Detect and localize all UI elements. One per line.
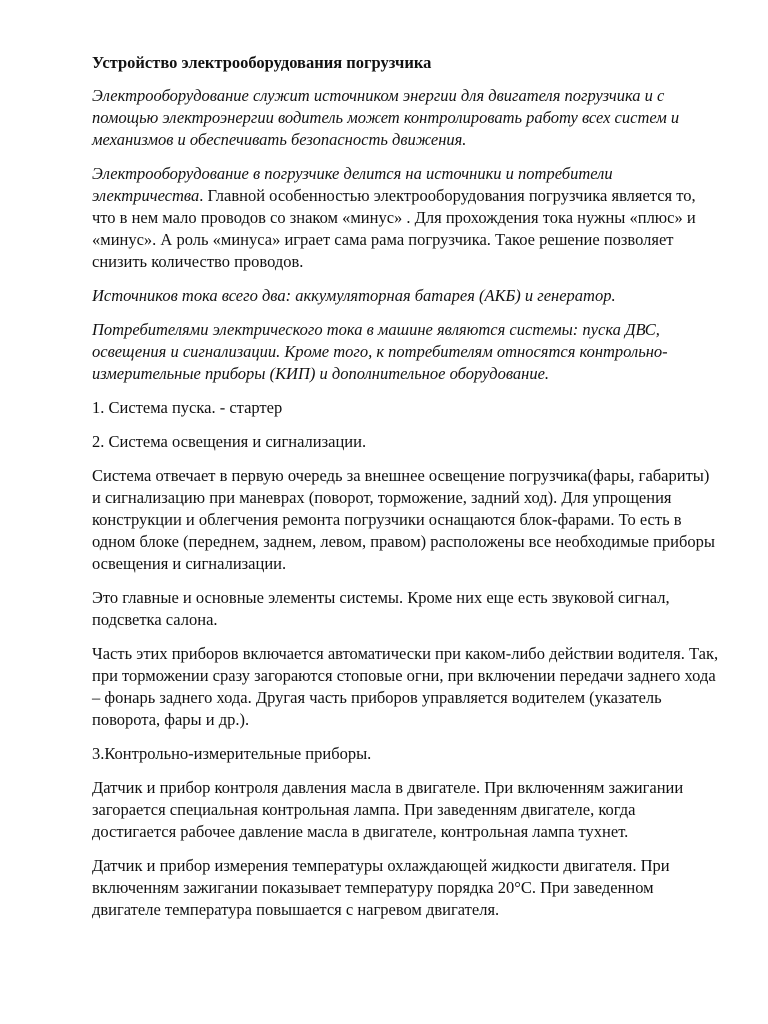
paragraph-sources-consumers-rest: . Главной особенностью электрооборудования погрузчика является то, что в нем мало проводов со знаком «минус» . Для прохождения тока нужны «плюс» и «минус». А роль «минуса» играет сама рама погрузчика. Такое решение позволяет снизить количество проводов. <box>92 186 696 271</box>
paragraph-automatic-devices: Часть этих приборов включается автоматически при каком-либо действии водителя. Так, при торможении сразу загораются стоповые огни, при включении передачи заднего хода – фонарь заднего хода. Другая часть приборов управляется водителем (указатель поворота, фары и др.). <box>92 644 719 729</box>
paragraph-intro: Электрооборудование служит источником энергии для двигателя погрузчика и с помощью электроэнергии водитель может контролировать работу всех систем и механизмов и обеспечивать безопасность движения. <box>92 86 680 149</box>
document-page <box>92 52 720 933</box>
paragraph-coolant-temperature: Датчик и прибор измерения температуры охлаждающей жидкости двигателя. При включенням зажигании показывает температуру порядка 20°С. При заведенном двигателе температура повышается с нагревом двигателя. <box>92 856 670 919</box>
paragraph-main-elements: Это главные и основные элементы системы. Кроме них еще есть звуковой сигнал, подсветка салона. <box>92 588 670 629</box>
document-title: Устройство электрооборудования погрузчика <box>92 53 432 72</box>
paragraph-current-sources: Источников тока всего два: аккумуляторная батарея (АКБ) и генератор. <box>92 286 616 305</box>
paragraph-sources-consumers-italic: Электрооборудование в погрузчике делится на источники и потребители электричества <box>92 164 613 205</box>
list-item-lighting-system: 2. Система освещения и сигнализации. <box>92 432 367 451</box>
list-item-instruments: 3.Контрольно-измерительные приборы. <box>92 744 372 763</box>
paragraph-oil-pressure: Датчик и прибор контроля давления масла в двигателе. При включенням зажигании загорается специальная контрольная лампа. При заведенням двигателе, когда достигается рабочее давление масла в двигателе, контрольная лампа тухнет. <box>92 778 684 841</box>
paragraph-lighting-description: Система отвечает в первую очередь за внешнее освещение погрузчика(фары, габариты) и сигнализацию при маневрах (поворот, торможение, задний ход). Для упрощения конструкции и облегчения ремонта погрузчики оснащаются блок-фарами. То есть в одном блоке (переднем, заднем, левом, правом) расположены все необходимые приборы освещения и сигнализации. <box>92 466 715 573</box>
paragraph-sources-consumers <box>92 163 720 273</box>
paragraph-consumers: Потребителями электрического тока в машине являются системы: пуска ДВС, освещения и сигнализации. Кроме того, к потребителям относятся контрольно-измерительные приборы (КИП) и дополнительное оборудование. <box>92 320 668 383</box>
list-item-start-system: 1. Система пуска. - стартер <box>92 398 283 417</box>
